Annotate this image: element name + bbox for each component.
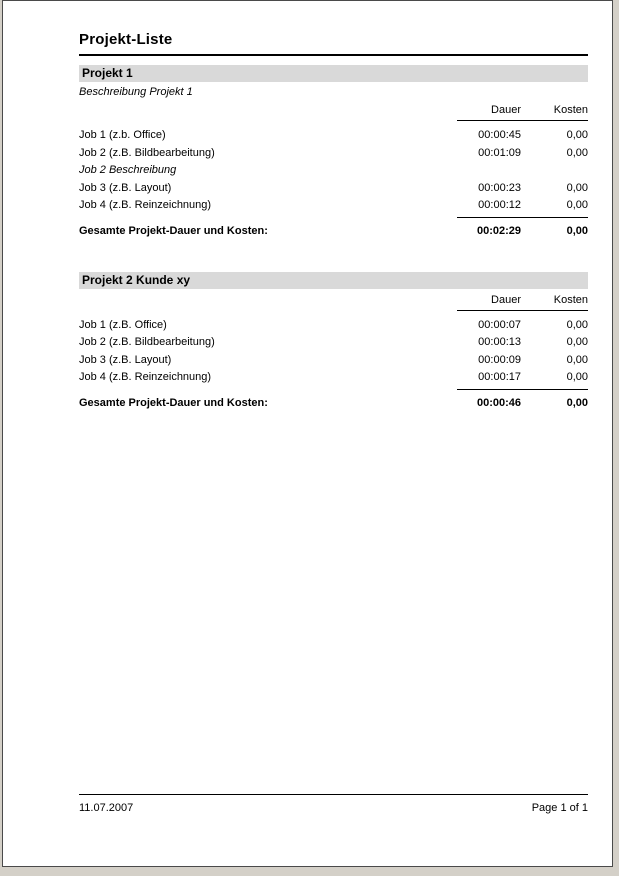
job-label: Job 2 (z.B. Bildbearbeitung) — [79, 146, 215, 159]
total-label: Gesamte Projekt-Dauer und Kosten: — [79, 396, 268, 409]
job-kosten: 0,00 — [566, 336, 588, 348]
job-dauer: 00:00:23 — [478, 181, 521, 194]
job-row — [79, 319, 588, 332]
job-dauer: 00:00:13 — [478, 336, 521, 348]
column-header-dauer: Dauer — [491, 104, 521, 116]
total-label: Gesamte Projekt-Dauer und Kosten: — [79, 224, 268, 237]
job-label: Job 3 (z.B. Layout) — [79, 353, 172, 366]
job-kosten: 0,00 — [566, 353, 588, 366]
columns-header-rule — [457, 104, 588, 121]
job-row — [79, 147, 588, 160]
job-rows — [79, 319, 588, 385]
project-header: Projekt 1 — [79, 65, 588, 82]
column-header-kosten: Kosten — [553, 293, 588, 306]
job-row — [79, 129, 588, 142]
job-label: Job 2 (z.B. Bildbearbeitung) — [79, 336, 215, 348]
project-header: Projekt 2 Kunde xy — [79, 272, 588, 289]
job-kosten: 0,00 — [566, 199, 588, 211]
project-section-2 — [79, 272, 588, 410]
job-dauer: 00:00:07 — [478, 318, 521, 331]
job-row — [79, 371, 588, 384]
columns-header — [79, 104, 588, 121]
columns-header-rule — [457, 294, 588, 311]
job-label: Job 1 (z.B. Office) — [79, 318, 167, 331]
project-description: Beschreibung Projekt 1 — [79, 86, 193, 98]
job-label: Job 4 (z.B. Reinzeichnung) — [79, 371, 212, 383]
total-kosten: 0,00 — [566, 224, 588, 237]
total-divider — [457, 217, 588, 218]
job-row — [79, 199, 588, 212]
job-kosten: 0,00 — [566, 129, 588, 141]
footer-page-number: Page 1 of 1 — [531, 802, 588, 814]
job-row — [79, 182, 588, 195]
job-dauer: 00:00:17 — [478, 371, 521, 383]
job-dauer: 00:01:09 — [478, 146, 521, 159]
job-row — [79, 354, 588, 367]
total-dauer: 00:00:46 — [476, 396, 521, 409]
columns-header — [79, 294, 588, 311]
job-rows — [79, 129, 588, 212]
job-label: Job 3 (z.B. Layout) — [79, 181, 172, 194]
job-description: Job 2 Beschreibung — [79, 164, 177, 176]
job-kosten: 0,00 — [566, 146, 588, 159]
column-header-dauer: Dauer — [491, 293, 521, 306]
job-dauer: 00:00:09 — [478, 353, 521, 366]
job-description-row — [79, 164, 588, 177]
report-page — [2, 0, 613, 867]
job-dauer: 00:00:45 — [478, 129, 521, 141]
page-footer — [79, 794, 588, 815]
job-row — [79, 336, 588, 349]
total-divider — [457, 389, 588, 390]
job-kosten: 0,00 — [566, 371, 588, 383]
job-label: Job 4 (z.B. Reinzeichnung) — [79, 199, 212, 211]
page-title: Projekt-Liste — [79, 31, 588, 56]
project-total-row — [79, 225, 588, 238]
project-section-1 — [79, 65, 588, 238]
job-kosten: 0,00 — [566, 318, 588, 331]
project-total-row — [79, 397, 588, 410]
footer-date: 11.07.2007 — [79, 802, 134, 814]
total-dauer: 00:02:29 — [476, 224, 521, 237]
total-kosten: 0,00 — [566, 396, 588, 409]
report-content — [3, 1, 612, 410]
job-kosten: 0,00 — [566, 181, 588, 194]
job-label: Job 1 (z.b. Office) — [79, 129, 166, 141]
column-header-kosten: Kosten — [553, 104, 588, 116]
job-dauer: 00:00:12 — [478, 199, 521, 211]
